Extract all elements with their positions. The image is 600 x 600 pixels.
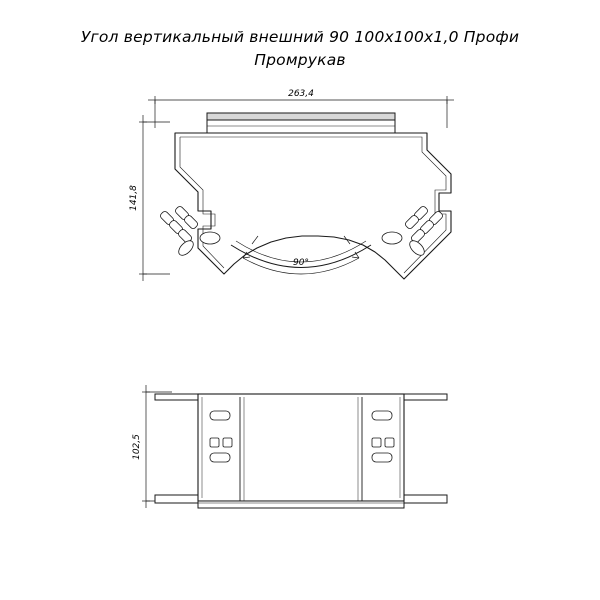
left-slots <box>159 205 199 244</box>
front-view <box>132 385 447 508</box>
front-body <box>198 394 404 501</box>
top-view <box>129 89 454 281</box>
height-dim-label: 141,8 <box>129 185 139 211</box>
height-dimension <box>139 115 170 281</box>
front-height-dim-label: 102,5 <box>132 434 142 460</box>
top-view-outline <box>175 133 451 279</box>
front-foot <box>198 501 404 508</box>
angle-label: 90° <box>293 258 309 268</box>
title-line-1: Угол вертикальный внешний 90 100х100х1,0 Профи <box>80 28 520 46</box>
top-flange <box>207 113 395 133</box>
front-height-dimension <box>142 385 172 508</box>
title-line-2: Промрукав <box>254 51 346 69</box>
width-dim-label: 263,4 <box>288 89 314 99</box>
